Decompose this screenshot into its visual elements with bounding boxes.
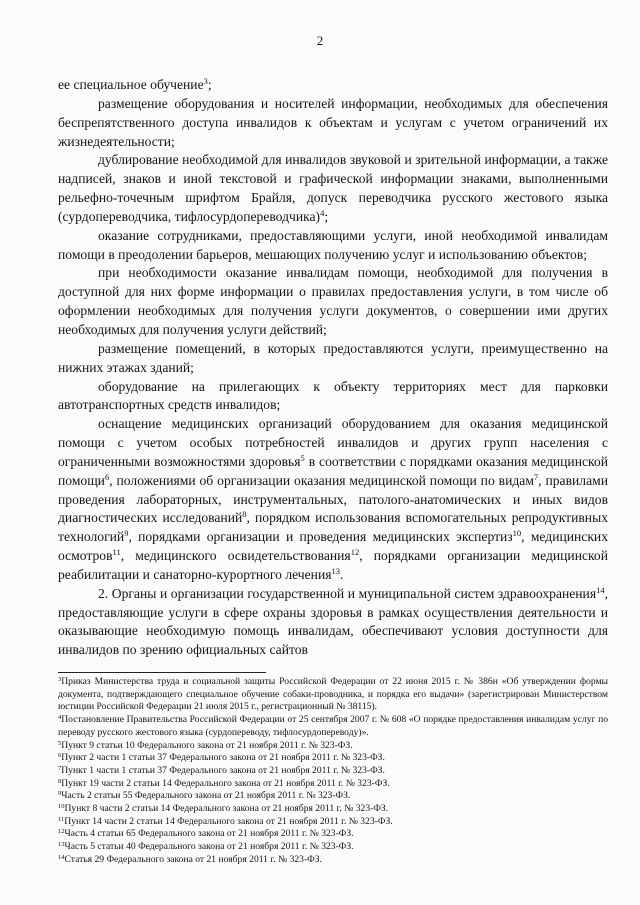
paragraph-text: .	[339, 566, 344, 582]
footnote-ref: 4	[320, 207, 325, 218]
footnote	[58, 790, 608, 803]
paragraph-text: дублирование необходимой для инвалидов звуковой и зрительной информации, а также надписей, знаков и иной текстовой и графической информации знаками, выполненными рельефно-точечным шрифтом Брайля, допуск переводчика русского жестового языка (сурдопереводчика, тифлосурдопереводчика)	[58, 152, 608, 224]
footnote-ref: 8	[242, 509, 247, 520]
footnote-number: 3	[58, 676, 62, 683]
paragraph-text: , порядками организации медицинской реабилитации и санаторно-курортного лечения	[58, 548, 608, 582]
footnote-text: Пункт 2 части 1 статьи 37 Федерального закона от 21 ноября 2011 г. № 323-ФЗ.	[61, 752, 385, 764]
footnote-number: 5	[58, 739, 62, 747]
paragraph: при необходимости оказание инвалидам помощи, необходимой для получения в доступной для них форме информации о правилах предоставления услуги, в том числе об оформлении необходимых для получения услуги документов, о совершении ими других необходимых для получения услуги действий;	[58, 265, 608, 337]
footnote	[58, 803, 608, 816]
footnote-text: Часть 5 статьи 40 Федерального закона от 21 ноября 2011 г. № 323-ФЗ.	[64, 841, 354, 853]
footnote-number: 14	[58, 853, 65, 861]
footnote-text: Пункт 1 части 1 статьи 37 Федерального закона от 21 ноября 2011 г. № 323-ФЗ.	[61, 764, 385, 776]
footnote-text: Часть 4 статьи 65 Федерального закона от 21 ноября 2011 г. № 323-ФЗ.	[64, 828, 354, 840]
paragraph-text: , медицинских осмотров	[58, 529, 608, 564]
paragraph-text: в соответствии с порядками оказания медицинской помощи	[58, 453, 608, 488]
footnote-text: Пункт 19 части 2 статьи 14 Федерального закона от 21 ноября 2011 г. № 323-ФЗ.	[61, 777, 390, 789]
footnote-number: 11	[58, 815, 65, 823]
footnote	[58, 816, 608, 829]
footnote-number: 7	[58, 764, 62, 772]
paragraph	[58, 415, 608, 585]
footnotes	[58, 676, 608, 867]
footnote-ref: 6	[104, 471, 110, 482]
paragraph-tail: ;	[324, 208, 329, 224]
paragraph-tail: ;	[207, 77, 212, 92]
footnote-divider	[58, 672, 266, 673]
paragraph-text: , положениями об организации оказания медицинской помощи по видам	[109, 472, 534, 488]
page-number: 2	[316, 33, 324, 48]
footnote	[58, 778, 608, 791]
paragraph-text: 2. Органы и организации государственной и муниципальной систем здравоохранения	[98, 585, 597, 601]
paragraph-text: оснащение медицинских организаций оборудованием для оказания медицинской помощи с учетом особых потребностей инвалидов и других групп населения с ограниченными возможностями здоровья	[58, 416, 608, 469]
body-text	[58, 76, 608, 660]
paragraph: оказание сотрудниками, предоставляющими услуги, иной необходимой инвалидам помощи в преодолении барьеров, мешающих получению услуг и использованию объектов;	[58, 227, 608, 262]
footnote	[58, 841, 608, 854]
footnote	[58, 752, 608, 765]
footnote-ref: 5	[300, 452, 305, 463]
paragraph-text: , правилами проведения лабораторных, инструментальных, патолого-анатомических и иных видов диагностических исследований	[58, 472, 608, 526]
footnote	[58, 765, 608, 778]
paragraph-text: , предоставляющие услуги в сфере охраны здоровья в рамках осуществления деятельности и оказывающие необходимую помощь инвалидам, обеспечивают условия доступности для инвалидов по зрению официальных сайтов	[58, 585, 608, 658]
footnote-number: 10	[58, 803, 65, 811]
footnote	[58, 714, 608, 739]
footnote-number: 12	[58, 828, 65, 836]
paragraph	[58, 151, 608, 226]
footnote-text: Статья 29 Федерального закона от 21 ноября 2011 г. № 323-ФЗ.	[64, 853, 322, 865]
footnote-ref: 9	[124, 528, 129, 539]
footnote-text: Пункт 8 части 2 статьи 14 Федерального закона от 21 ноября 2011 г. № 323-ФЗ.	[64, 803, 389, 815]
footnote	[58, 740, 608, 753]
paragraph: размещение помещений, в которых предоставляются услуги, преимущественно на нижних этажах зданий;	[58, 340, 608, 375]
footnote-ref: 3	[203, 76, 208, 86]
footnote-ref: 11	[112, 547, 121, 558]
footnote	[58, 854, 608, 867]
paragraph	[58, 585, 608, 660]
footnote	[58, 676, 608, 714]
paragraph-text: , порядком использования вспомогательных репродуктивных технологий	[58, 510, 608, 545]
footnote	[58, 828, 608, 841]
footnote-text: Постановление Правительства Российской Федерации от 25 сентября 2007 г. № 608 «О порядке предоставления инвалидам услуг по переводу русского жестового языка (сурдопереводу, тифлосурдопереводу)».	[58, 714, 608, 738]
footnote-ref: 12	[350, 547, 360, 558]
paragraph: оборудование на прилегающих к объекту территориях мест для парковки автотранспортных средств инвалидов;	[58, 378, 608, 413]
footnote-ref: 13	[331, 565, 340, 576]
paragraph-text: ее специальное обучение	[58, 77, 204, 92]
footnote-number: 8	[58, 777, 62, 785]
footnote-text: Пункт 14 части 2 статьи 14 Федерального закона от 21 ноября 2011 г. № 323-ФЗ.	[64, 815, 393, 827]
footnote-ref: 14	[596, 584, 605, 595]
footnote-ref: 7	[533, 471, 539, 482]
footnote-number: 6	[58, 752, 62, 760]
paragraph-text: , медицинского освидетельствования	[120, 548, 351, 564]
footnote-number: 13	[58, 841, 65, 849]
footnote-text: Часть 2 статьи 55 Федерального закона от 21 ноября 2011 г. № 323-ФЗ.	[61, 790, 351, 802]
footnote-ref: 10	[512, 528, 522, 539]
paragraph-text: , порядками организации и проведения медицинских экспертиз	[128, 529, 513, 545]
footnote-number: 4	[58, 714, 62, 722]
paragraph: размещение оборудования и носителей информации, необходимых для обеспечения беспрепятственного доступа инвалидов к объектам и услугам с учетом ограничений их жизнедеятельности;	[58, 95, 608, 149]
footnote-number: 9	[58, 790, 62, 798]
footnote-text: Пункт 9 статьи 10 Федерального закона от 21 ноября 2011 г. № 323-ФЗ.	[61, 739, 353, 751]
footnote-text: Приказ Министерства труда и социальной защиты Российской Федерации от 22 июня 2015 г. № 386н «Об утверждении формы документа, подтверждающего специальное обучение собаки-проводника, и порядка его выдачи» (зарегистрирован Министерством юстиции Российской Федерации 21 июля 2015 г., регистрационный № 38115).	[58, 676, 608, 713]
paragraph	[58, 76, 608, 95]
